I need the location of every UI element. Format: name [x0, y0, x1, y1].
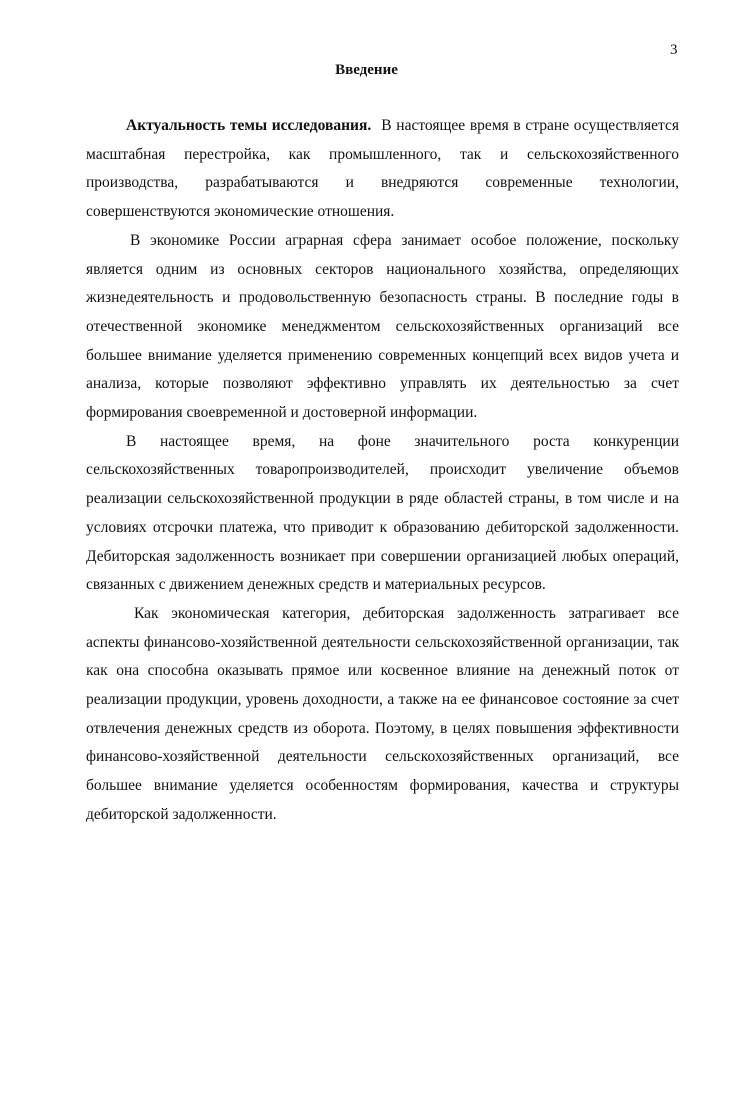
paragraph-1-lead: Актуальность темы исследования. [126, 117, 372, 134]
section-heading: Введение [335, 62, 398, 78]
paragraph-3: В настоящее время, на фоне значительного роста конкуренции сельскохозяйственных товаропроизводителей, происходит увеличение объемов реализации сельскохозяйственной продукции в ряде областей страны, в том числе и на условиях отсрочки платежа, что приводит к образованию дебиторской задолженности. Дебиторская задолженность возникает при совершении организацией любых операций, связанных с движением денежных средств и материальных ресурсов. [86, 432, 679, 594]
paragraph-4: Как экономическая категория, дебиторская задолженность затрагивает все аспекты финансово-хозяйственной деятельности сельскохозяйственной организации, так как она способна оказывать прямое или косвенное влияние на денежный поток от реализации продукции, уровень доходности, а также на ее финансовое состояние за счет отвлечения денежных средств из оборота. Поэтому, в целях повышения эффективности финансово-хозяйственной деятельности сельскохозяйственных организаций, все большее внимание уделяется особенностям формирования, качества и структуры дебиторской задолженности. [86, 604, 679, 823]
paragraph-1-text: В настоящее время в стране осуществляется масштабная перестройка, как промышленного, так и сельскохозяйственного производства, разрабатываются и внедряются современные технологии, совершенствуются экономические отношения. [86, 117, 680, 221]
paragraph-1 [86, 112, 679, 227]
paragraph-2: В экономике России аграрная сфера занимает особое положение, поскольку является одним из основных секторов национального хозяйства, определяющих жизнедеятельность и продовольственную безопасность страны. В последние годы в отечественной экономике менеджментом сельскохозяйственных организаций все большее внимание уделяется применению современных концепций всех видов учета и анализа, которые позволяют эффективно управлять их деятельностью за счет формирования своевременной и достоверной информации. [86, 231, 679, 422]
body-text [86, 112, 679, 830]
page-number: 3 [670, 42, 678, 58]
